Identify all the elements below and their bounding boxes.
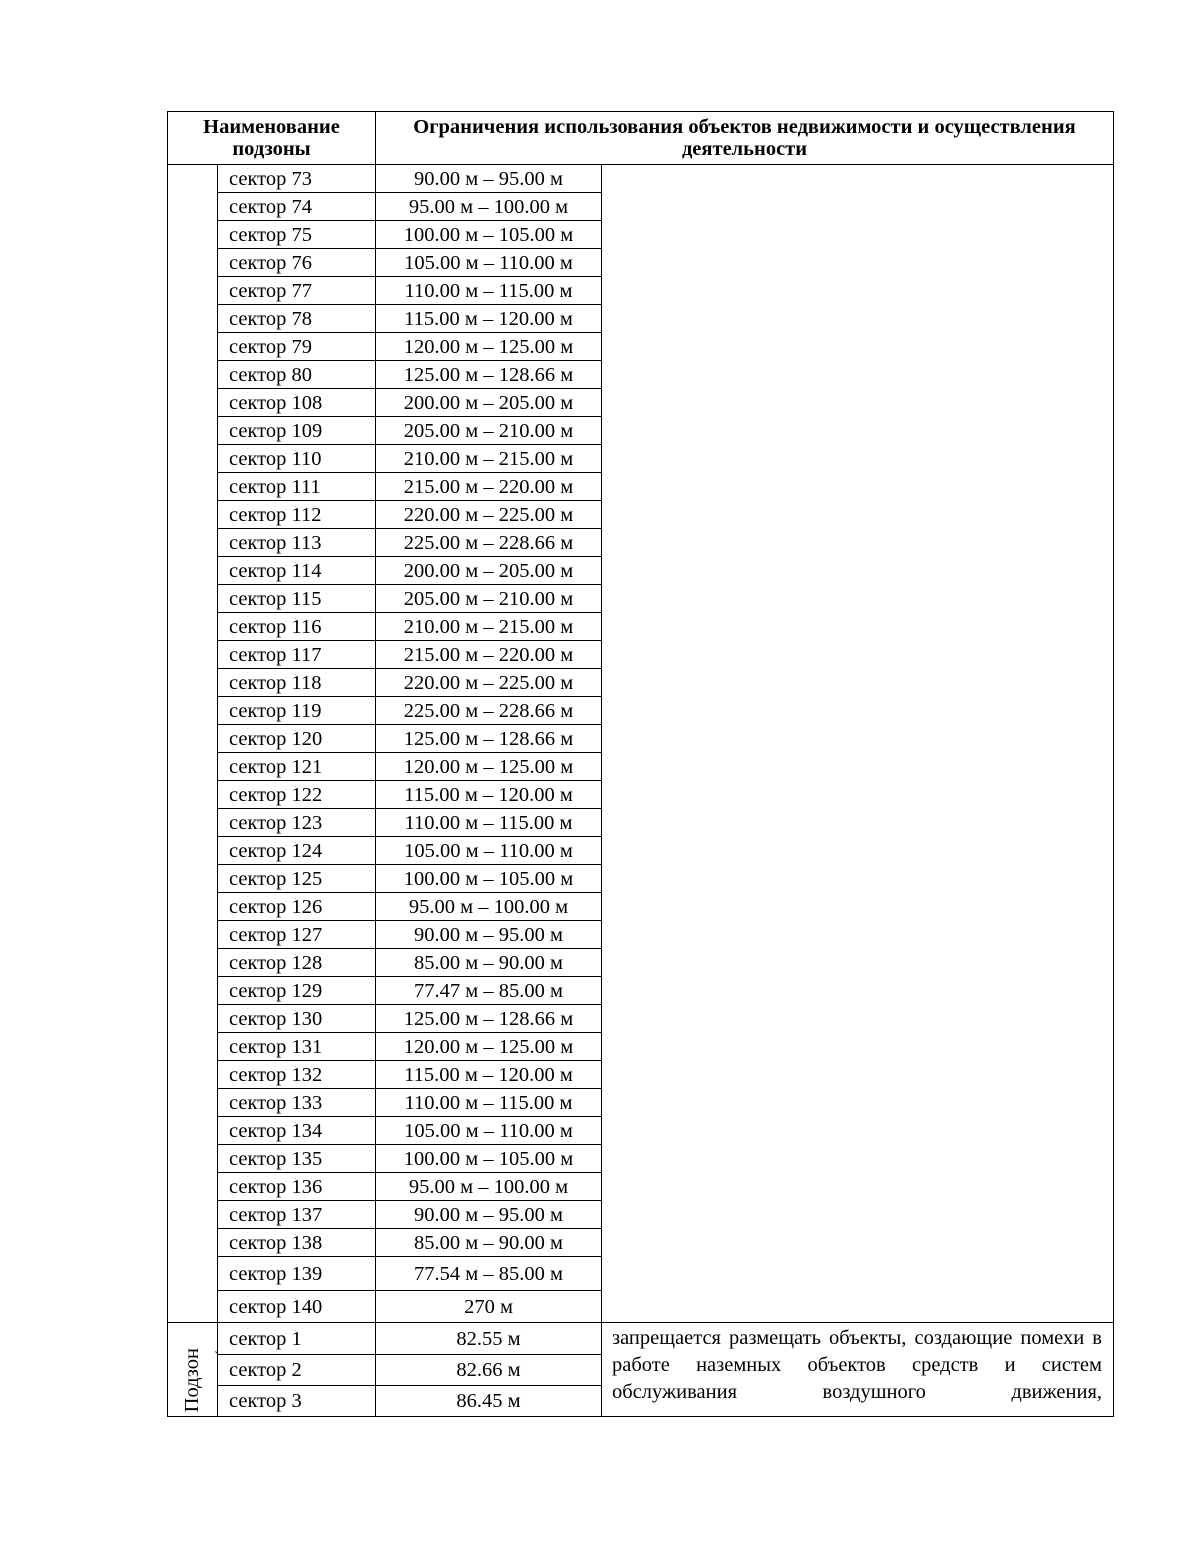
sector-name-cell: сектор 2 [218, 1355, 376, 1386]
sector-name-cell: сектор 115 [218, 585, 376, 613]
header-restrictions: Ограничения использования объектов недвижимости и осуществления деятельности [376, 112, 1114, 165]
sector-name-cell: сектор 134 [218, 1117, 376, 1145]
sector-name-cell: сектор 139 [218, 1257, 376, 1291]
sector-name-cell: сектор 117 [218, 641, 376, 669]
sector-height-cell: 120.00 м – 125.00 м [376, 1033, 602, 1061]
sector-name-cell: сектор 135 [218, 1145, 376, 1173]
sector-height-cell: 95.00 м – 100.00 м [376, 193, 602, 221]
sector-name-cell: сектор 136 [218, 1173, 376, 1201]
table-row [168, 165, 1114, 193]
sector-name-cell: сектор 113 [218, 529, 376, 557]
sector-height-cell: 77.47 м – 85.00 м [376, 977, 602, 1005]
sector-name-cell: сектор 128 [218, 949, 376, 977]
sector-name-cell: сектор 3 [218, 1386, 376, 1417]
sector-name-cell: сектор 129 [218, 977, 376, 1005]
sector-height-cell: 125.00 м – 128.66 м [376, 725, 602, 753]
sector-name-cell: сектор 124 [218, 837, 376, 865]
sector-name-cell: сектор 1 [218, 1323, 376, 1355]
sector-name-cell: сектор 110 [218, 445, 376, 473]
sector-name-cell: сектор 120 [218, 725, 376, 753]
sector-name-cell: сектор 114 [218, 557, 376, 585]
sector-height-cell: 205.00 м – 210.00 м [376, 417, 602, 445]
cut-off-mark-icon: ˋ [214, 1350, 219, 1365]
sector-name-cell: сектор 118 [218, 669, 376, 697]
sector-name-cell: сектор 131 [218, 1033, 376, 1061]
sector-height-cell: 200.00 м – 205.00 м [376, 557, 602, 585]
sector-name-cell: сектор 137 [218, 1201, 376, 1229]
sector-height-cell: 215.00 м – 220.00 м [376, 473, 602, 501]
sector-height-cell: 90.00 м – 95.00 м [376, 921, 602, 949]
subzone-cell-blank [168, 165, 218, 1323]
restrictions-table [167, 111, 1114, 1417]
sector-height-cell: 95.00 м – 100.00 м [376, 1173, 602, 1201]
sector-height-cell: 77.54 м – 85.00 м [376, 1257, 602, 1291]
sector-height-cell: 270 м [376, 1291, 602, 1323]
sector-name-cell: сектор 119 [218, 697, 376, 725]
sector-height-cell: 105.00 м – 110.00 м [376, 1117, 602, 1145]
sector-name-cell: сектор 116 [218, 613, 376, 641]
sector-name-cell: сектор 123 [218, 809, 376, 837]
sector-height-cell: 100.00 м – 105.00 м [376, 865, 602, 893]
sector-name-cell: сектор 122 [218, 781, 376, 809]
sector-height-cell: 110.00 м – 115.00 м [376, 809, 602, 837]
sector-height-cell: 200.00 м – 205.00 м [376, 389, 602, 417]
sector-name-cell: сектор 75 [218, 221, 376, 249]
sector-name-cell: сектор 121 [218, 753, 376, 781]
sector-height-cell: 210.00 м – 215.00 м [376, 445, 602, 473]
restrictions-cell-blank [602, 165, 1114, 1323]
sector-height-cell: 210.00 м – 215.00 м [376, 613, 602, 641]
sector-height-cell: 110.00 м – 115.00 м [376, 277, 602, 305]
sector-name-cell: сектор 78 [218, 305, 376, 333]
sector-name-cell: сектор 80 [218, 361, 376, 389]
sector-height-cell: 105.00 м – 110.00 м [376, 249, 602, 277]
sector-height-cell: 115.00 м – 120.00 м [376, 305, 602, 333]
sector-name-cell: сектор 127 [218, 921, 376, 949]
sector-height-cell: 85.00 м – 90.00 м [376, 949, 602, 977]
sector-name-cell: сектор 112 [218, 501, 376, 529]
table-body [168, 112, 1114, 1417]
sector-height-cell: 225.00 м – 228.66 м [376, 697, 602, 725]
header-subzone-name: Наименование подзоны [168, 112, 376, 165]
sector-name-cell: сектор 111 [218, 473, 376, 501]
sector-height-cell: 225.00 м – 228.66 м [376, 529, 602, 557]
sector-height-cell: 82.55 м [376, 1323, 602, 1355]
sector-height-cell: 125.00 м – 128.66 м [376, 1005, 602, 1033]
sector-height-cell: 100.00 м – 105.00 м [376, 221, 602, 249]
sector-height-cell: 85.00 м – 90.00 м [376, 1229, 602, 1257]
sector-name-cell: сектор 126 [218, 893, 376, 921]
sector-height-cell: 95.00 м – 100.00 м [376, 893, 602, 921]
sector-height-cell: 115.00 м – 120.00 м [376, 1061, 602, 1089]
sector-height-cell: 120.00 м – 125.00 м [376, 753, 602, 781]
sector-height-cell: 115.00 м – 120.00 м [376, 781, 602, 809]
sector-name-cell: сектор 140 [218, 1291, 376, 1323]
sector-height-cell: 220.00 м – 225.00 м [376, 501, 602, 529]
sector-name-cell: сектор 77 [218, 277, 376, 305]
sector-height-cell: 120.00 м – 125.00 м [376, 333, 602, 361]
subzone-label: Подзон [181, 1347, 203, 1412]
sector-name-cell: сектор 108 [218, 389, 376, 417]
sector-height-cell: 110.00 м – 115.00 м [376, 1089, 602, 1117]
sector-name-cell: сектор 138 [218, 1229, 376, 1257]
sector-height-cell: 86.45 м [376, 1386, 602, 1417]
subzone-label-cell [168, 1323, 218, 1417]
table-row [168, 1323, 1114, 1355]
sector-name-cell: сектор 132 [218, 1061, 376, 1089]
sector-height-cell: 105.00 м – 110.00 м [376, 837, 602, 865]
sector-name-cell: сектор 74 [218, 193, 376, 221]
sector-name-cell: сектор 79 [218, 333, 376, 361]
sector-name-cell: сектор 133 [218, 1089, 376, 1117]
restriction-description: запрещается размещать объекты, создающие помехи в работе наземных объектов средств и систем обслуживания воздушного движения, [602, 1323, 1114, 1417]
sector-height-cell: 90.00 м – 95.00 м [376, 1201, 602, 1229]
sector-height-cell: 205.00 м – 210.00 м [376, 585, 602, 613]
sector-height-cell: 90.00 м – 95.00 м [376, 165, 602, 193]
sector-name-cell: сектор 130 [218, 1005, 376, 1033]
sector-name-cell: сектор 76 [218, 249, 376, 277]
sector-name-cell: сектор 109 [218, 417, 376, 445]
sector-name-cell: сектор 73 [218, 165, 376, 193]
sector-height-cell: 220.00 м – 225.00 м [376, 669, 602, 697]
sector-height-cell: 100.00 м – 105.00 м [376, 1145, 602, 1173]
table-header-row [168, 112, 1114, 165]
sector-height-cell: 215.00 м – 220.00 м [376, 641, 602, 669]
sector-name-cell: сектор 125 [218, 865, 376, 893]
sector-height-cell: 125.00 м – 128.66 м [376, 361, 602, 389]
sector-height-cell: 82.66 м [376, 1355, 602, 1386]
